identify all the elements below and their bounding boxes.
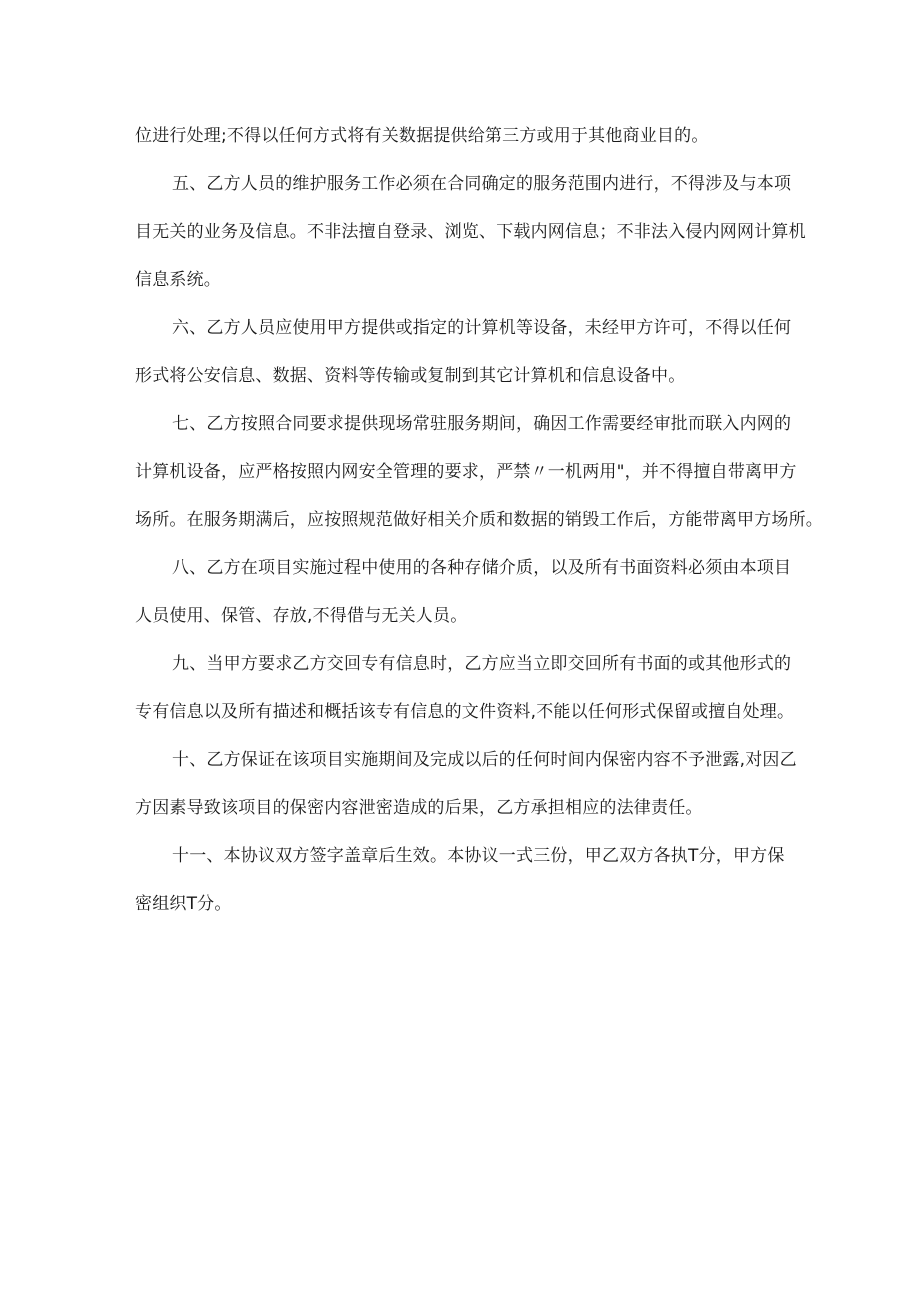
paragraph-line: 七、乙方按照合同要求提供现场常驻服务期间，确因工作需要经审批而联入内网的 [172, 414, 792, 434]
paragraph-line: 六、乙方人员应使用甲方提供或指定的计算机等设备，未经甲方许可，不得以任何 [172, 318, 792, 338]
paragraph-line: 十一、本协议双方签字盖章后生效。本协议一式三份，甲乙双方各执T分，甲方保 [172, 846, 785, 866]
paragraph-line: 密组织T分。 [135, 894, 232, 914]
paragraph-line: 八、乙方在项目实施过程中使用的各种存储介质，以及所有书面资料必须由本项目 [172, 558, 792, 578]
paragraph-line: 场所。在服务期满后，应按照规范做好相关介质和数据的销毁工作后，方能带离甲方场所。 [135, 510, 823, 530]
paragraph-line: 目无关的业务及信息。不非法擅自登录、浏览、下载内网信息；不非法入侵内网网计算机 [135, 222, 806, 242]
paragraph-line: 五、乙方人员的维护服务工作必须在合同确定的服务范围内进行，不得涉及与本项 [172, 174, 792, 194]
paragraph-line: 十、乙方保证在该项目实施期间及完成以后的任何时间内保密内容不予泄露,对因乙 [172, 750, 797, 770]
paragraph-line: 形式将公安信息、数据、资料等传输或复制到其它计算机和信息设备中。 [135, 366, 686, 386]
paragraph-line: 九、当甲方要求乙方交回专有信息时，乙方应当立即交回所有书面的或其他形式的 [172, 654, 792, 674]
paragraph-line: 位进行处理;不得以任何方式将有关数据提供给第三方或用于其他商业目的。 [135, 126, 709, 146]
paragraph-line: 计算机设备，应严格按照内网安全管理的要求，严禁〃一机两用"，并不得擅自带离甲方 [135, 462, 797, 482]
paragraph-line: 人员使用、保管、存放,不得借与无关人员。 [135, 606, 468, 626]
paragraph-line: 信息系统。 [135, 270, 221, 290]
paragraph-line: 方因素导致该项目的保密内容泄密造成的后果，乙方承担相应的法律责任。 [135, 798, 703, 818]
paragraph-line: 专有信息以及所有描述和概括该专有信息的文件资料,不能以任何形式保留或擅自处理。 [135, 702, 795, 722]
